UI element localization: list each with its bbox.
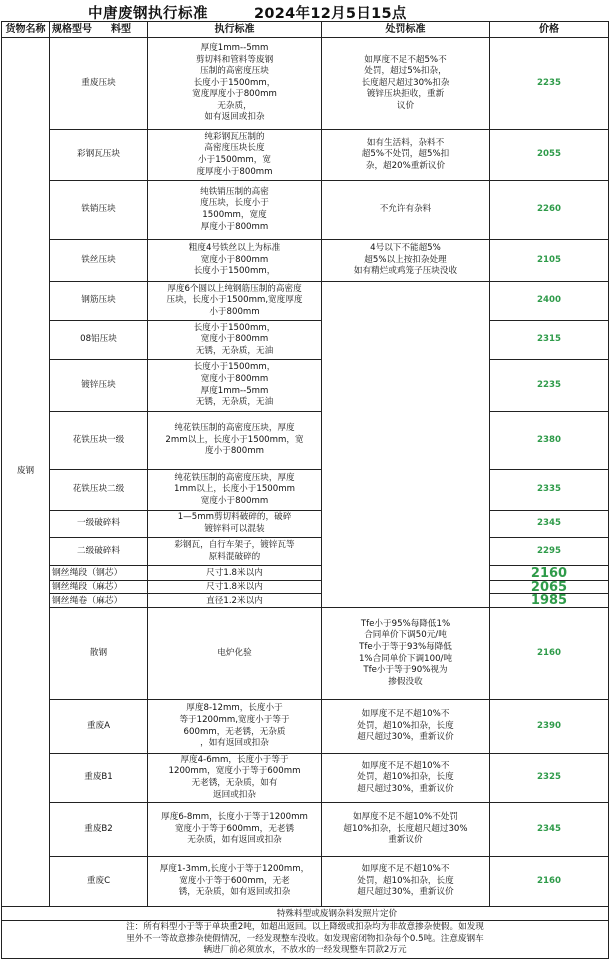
price-value: 2065 <box>490 581 609 594</box>
execution-standard: 纯铁销压制的高密 度压块，长度小于 1500mm，宽度 厚度小于800mm <box>148 181 322 240</box>
execution-standard: 粗度4号铁丝以上为标准 宽度小于800mm 长度小于1500mm， <box>148 240 322 282</box>
penalty-standard <box>322 282 490 608</box>
table-row <box>2 470 609 511</box>
col-header-spec-label: 规格型号 <box>52 24 92 35</box>
execution-standard: 厚度6个圆以上纯钢筋压制的高密度 压块，长度小于1500mm,宽度厚度 小于800mm <box>148 282 322 321</box>
material-name: 铁销压块 <box>50 181 148 240</box>
table-row <box>2 38 609 130</box>
penalty-standard: Tfe小于95%每降低1% 合同单价下调50元/吨 Tfe小于等于93%每降低 1%合同单价下调100/吨 Tfe小于等于90%视为 掺假没收 <box>322 608 490 700</box>
col-header-goods: 货物名称 <box>2 22 50 38</box>
price-value: 2160 <box>490 566 609 581</box>
price-value: 2315 <box>490 321 609 360</box>
price-value: 2335 <box>490 470 609 511</box>
table-row <box>2 538 609 566</box>
material-name: 花铁压块二级 <box>50 470 148 511</box>
material-name: 钢丝绳段（麻芯） <box>50 581 148 594</box>
table-row <box>2 412 609 470</box>
price-value: 2390 <box>490 700 609 754</box>
table-row <box>2 181 609 240</box>
material-name: 镀锌压块 <box>50 360 148 412</box>
table-row <box>2 511 609 538</box>
material-name: 08铝压块 <box>50 321 148 360</box>
penalty-standard: 如有生活料，杂料不 超5%不处罚，超5%扣 杂，超20%重新议价 <box>322 130 490 181</box>
table-row <box>2 754 609 803</box>
price-value: 2160 <box>490 608 609 700</box>
price-value: 2235 <box>490 38 609 130</box>
price-value: 2345 <box>490 803 609 857</box>
table-header-row <box>2 22 609 38</box>
material-name: 二级破碎料 <box>50 538 148 566</box>
col-header-price: 价格 <box>490 22 609 38</box>
table-row <box>2 360 609 412</box>
material-name: 钢筋压块 <box>50 282 148 321</box>
price-value: 2380 <box>490 412 609 470</box>
material-name: 重废A <box>50 700 148 754</box>
material-name: 彩钢瓦压块 <box>50 130 148 181</box>
table-row <box>2 321 609 360</box>
footnote: 注：所有料型小于等于单块重2吨，如超出返回。以上降级或扣杂均为非故意掺杂使假。如发现 里外不一等故意掺杂使假情况，一经发现整车没收。如发现密闭物扣杂每个0.5吨。注意废钢车 辆进厂前必须放水，不放水的一经发现整车罚款2万元 <box>2 921 609 959</box>
footer-row <box>2 907 609 921</box>
price-value: 2055 <box>490 130 609 181</box>
execution-standard: 厚度8-12mm，长度小于 等于1200mm,宽度小于等于 600mm，无老锈，无杂质 ，如有返回或扣杂 <box>148 700 322 754</box>
execution-standard: 厚度1mm--5mm 剪切料和管料等废钢 压制的高密度压块 长度小于1500mm， 宽度厚度小于800mm 无杂质， 如有返回或扣杂 <box>148 38 322 130</box>
special-pricing-note: 特殊料型或废钢杂料发照片定价 <box>2 907 609 921</box>
price-value: 2400 <box>490 282 609 321</box>
sheet-title: 中唐废钢执行标准 <box>88 6 208 22</box>
penalty-standard: 如厚度不足不超5%不 处罚，超过5%扣杂， 长度超尺超过30%扣杂 镀锌压块拒收，重新 议价 <box>322 38 490 130</box>
penalty-standard: 4号以下不能超5% 超5%以上按扣杂处理 如有精烂或鸡笼子压块没收 <box>322 240 490 282</box>
table-row <box>2 803 609 857</box>
penalty-standard: 如厚度不足不超10%不 处罚，超10%扣杂，长度 超尺超过30%，重新议价 <box>322 857 490 907</box>
material-name: 钢丝绳段（钢芯） <box>50 566 148 581</box>
table-body <box>2 38 609 959</box>
col-header-standard: 执行标准 <box>148 22 322 38</box>
table-row <box>2 857 609 907</box>
price-value: 2105 <box>490 240 609 282</box>
price-value: 2345 <box>490 511 609 538</box>
execution-standard: 纯花铁压制的高密度压块，厚度 1mm以上，长度小于1500mm 宽度小于800mm <box>148 470 322 511</box>
material-name: 花铁压块一级 <box>50 412 148 470</box>
table-row <box>2 594 609 608</box>
table-row <box>2 700 609 754</box>
price-value: 2295 <box>490 538 609 566</box>
material-name: 重废B1 <box>50 754 148 803</box>
material-name: 钢丝绳卷（麻芯） <box>50 594 148 608</box>
price-value: 2235 <box>490 360 609 412</box>
table-row <box>2 130 609 181</box>
price-value: 2260 <box>490 181 609 240</box>
penalty-standard: 如厚度不足不超10%不 处罚，超10%扣杂，长度 超尺超过30%，重新议价 <box>322 754 490 803</box>
penalty-standard: 如厚度不足不超10%不处罚 超10%扣杂，长度超尺超过30% 重新议价 <box>322 803 490 857</box>
table-row <box>2 608 609 700</box>
title-bar <box>0 0 610 21</box>
execution-standard: 1—5mm剪切料破碎的，破碎 镀锌料可以混装 <box>148 511 322 538</box>
material-name: 重废B2 <box>50 803 148 857</box>
table-row <box>2 282 609 321</box>
material-name: 一级破碎料 <box>50 511 148 538</box>
sheet-datetime: 2024年12月5日15点 <box>254 6 407 22</box>
execution-standard: 厚度6-8mm，长度小于等于1200mm 宽度小于等于600mm，无老锈 无杂质，如有返回或扣杂 <box>148 803 322 857</box>
execution-standard: 长度小于1500mm， 宽度小于800mm 无锈，无杂质，无油 <box>148 321 322 360</box>
execution-standard: 尺寸1.8米以内 <box>148 566 322 581</box>
table-row <box>2 566 609 581</box>
price-value: 2325 <box>490 754 609 803</box>
execution-standard: 尺寸1.8米以内 <box>148 581 322 594</box>
standard-table <box>1 21 609 959</box>
col-header-spec <box>50 22 148 38</box>
material-name: 重废压块 <box>50 38 148 130</box>
execution-standard: 电炉化验 <box>148 608 322 700</box>
table-row <box>2 240 609 282</box>
material-name: 铁丝压块 <box>50 240 148 282</box>
category-cell: 废钢 <box>2 38 50 907</box>
execution-standard: 彩钢瓦，自行车架子，镀锌瓦等 原料混破碎的 <box>148 538 322 566</box>
material-name: 散钢 <box>50 608 148 700</box>
col-header-type-label: 料型 <box>110 24 131 35</box>
col-header-penalty: 处罚标准 <box>322 22 490 38</box>
execution-standard: 长度小于1500mm， 宽度小于800mm 厚度1mm--5mm 无锈，无杂质，无油 <box>148 360 322 412</box>
execution-standard: 纯花铁压制的高密度压块，厚度 2mm以上，长度小于1500mm，宽 度小于800mm <box>148 412 322 470</box>
price-value: 1985 <box>490 594 609 608</box>
price-value: 2160 <box>490 857 609 907</box>
execution-standard: 厚度4-6mm，长度小于等于 1200mm，宽度小于等于600mm 无老锈，无杂质，如有 返回或扣杂 <box>148 754 322 803</box>
penalty-standard: 不允许有杂料 <box>322 181 490 240</box>
note-row <box>2 921 609 959</box>
execution-standard: 厚度1-3mm,长度小于等于1200mm， 宽度小于等于600mm，无老 锈，无杂质，如有返回或扣杂 <box>148 857 322 907</box>
penalty-standard: 如厚度不足不超10%不 处罚，超10%扣杂，长度 超尺超过30%，重新议价 <box>322 700 490 754</box>
execution-standard: 纯彩钢瓦压制的 高密度压块长度 小于1500mm，宽 度厚度小于800mm <box>148 130 322 181</box>
execution-standard: 直径1.2米以内 <box>148 594 322 608</box>
table-row <box>2 581 609 594</box>
material-name: 重废C <box>50 857 148 907</box>
